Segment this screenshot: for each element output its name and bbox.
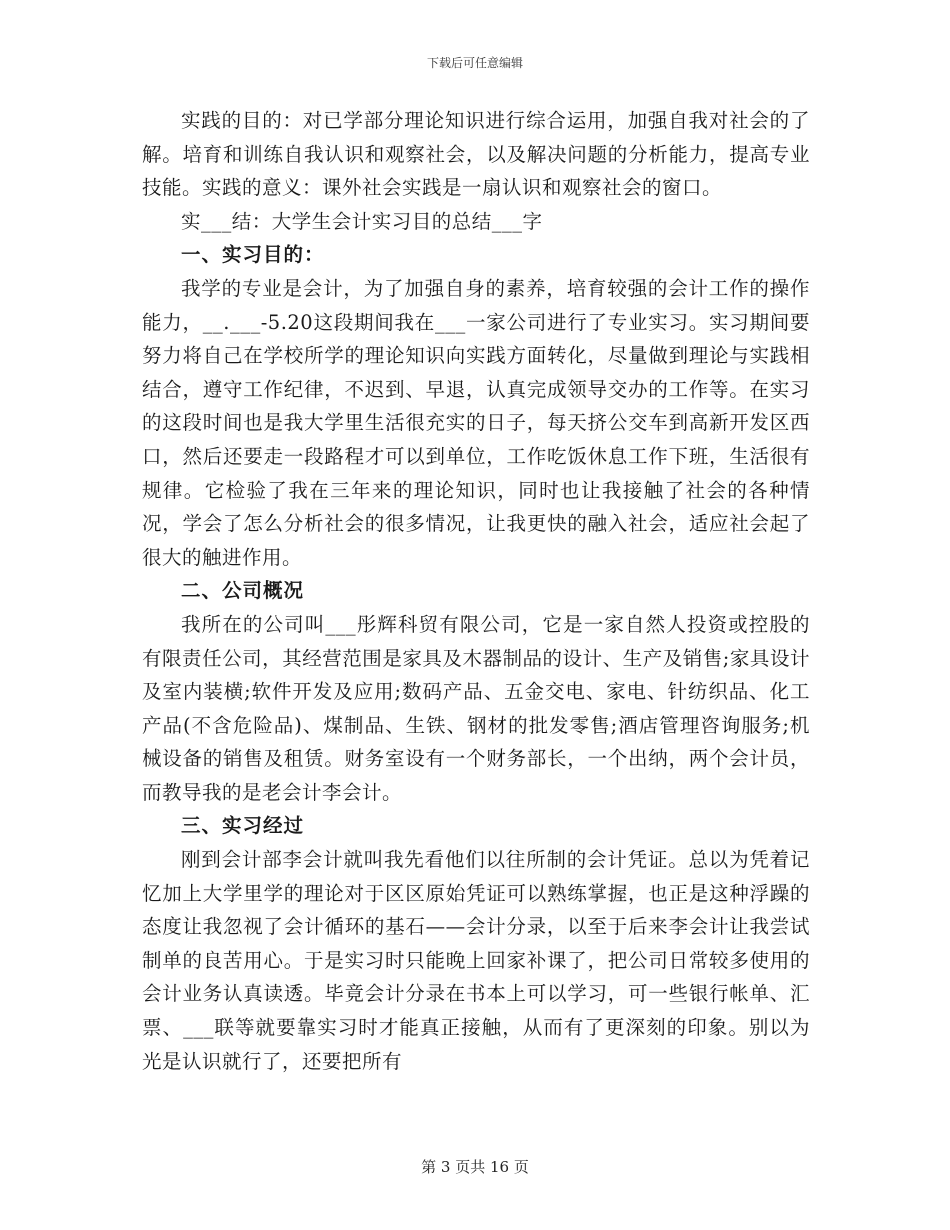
paragraph-internship-process: 刚到会计部李会计就叫我先看他们以往所制的会计凭证。总以为凭着记忆加上大学里学的理论对于区区原始凭证可以熟练掌握，也正是这种浮躁的态度让我忽视了会计循环的基石——会计分录，以至于后来李会计让我尝试制单的良苦用心。于是实习时只能晚上回家补课了，把公司日常较多使用的会计业务认真读透。毕竟会计分录在书本上可以学习，可一些银行帐单、汇票、___联等就要靠实习时才能真正接触，从而有了更深刻的印象。别以为光是认识就行了，还要把所有 — [142, 848, 810, 1073]
section-heading-internship-process: 三、实习经过 — [181, 814, 305, 838]
paragraph-summary-title: 实___结：大学生会计实习目的总结___字 — [181, 209, 543, 233]
section-heading-company-overview: 二、公司概况 — [181, 579, 305, 603]
section-heading-internship-purpose: 一、实习目的： — [181, 243, 325, 267]
page-footer-page-number: 第 3 页共 16 页 — [421, 1158, 529, 1176]
paragraph-company-overview: 我所在的公司叫___彤辉科贸有限公司，它是一家自然人投资或控股的有限责任公司，其经营范围是家具及木器制品的设计、生产及销售;家具设计及室内装横;软件开发及应用;数码产品、五金交电、家电、针纺织品、化工产品(不含危险品)、煤制品、生铁、钢材的批发零售;酒店管理咨询服务;机械设备的销售及租赁。财务室设有一个财务部长，一个出纳，两个会计员，而教导我的是老会计李会计。 — [142, 612, 810, 804]
paragraph-internship-purpose: 我学的专业是会计，为了加强自身的素养，培育较强的会计工作的操作能力，__.___-5.20这段期间我在___一家公司进行了专业实习。实习期间要努力将自己在学校所学的理论知识向实践方面转化，尽量做到理论与实践相结合，遵守工作纪律，不迟到、早退，认真完成领导交办的工作等。在实习的这段时间也是我大学里生活很充实的日子，每天挤公交车到高新开发区西口，然后还要走一段路程才可以到单位，工作吃饭休息工作下班，生活很有规律。它检验了我在三年来的理论知识，同时也让我接触了社会的各种情况，学会了怎么分析社会的很多情况，让我更快的融入社会，适应社会起了很大的触进作用。 — [142, 276, 810, 569]
document-body — [142, 104, 810, 1078]
paragraph-practice-purpose: 实践的目的：对已学部分理论知识进行综合运用，加强自我对社会的了解。培育和训练自我认识和观察社会，以及解决问题的分析能力，提高专业技能。实践的意义：课外社会实践是一扇认识和观察社会的窗口。 — [142, 109, 810, 200]
page-header: 下载后可任意编辑 — [426, 56, 523, 70]
